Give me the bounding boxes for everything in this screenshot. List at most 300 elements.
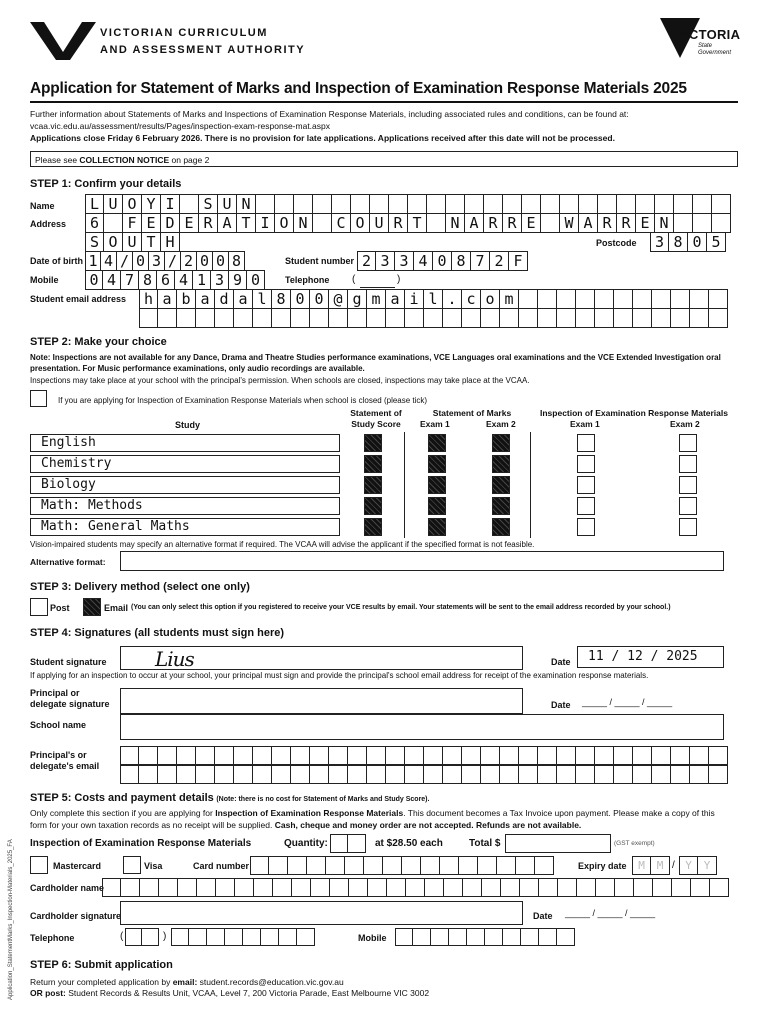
- char-box: [444, 878, 463, 897]
- address-line2-field[interactable]: [85, 232, 180, 252]
- insp-exam2-checkbox[interactable]: [679, 434, 697, 452]
- card-number-field[interactable]: [250, 856, 554, 875]
- cc-tel-paren-open: (: [120, 931, 124, 942]
- principal-date-label: Date: [551, 700, 571, 710]
- char-box: [693, 194, 712, 214]
- char-box: [291, 746, 310, 765]
- som-exam1-checkbox[interactable]: [428, 455, 446, 473]
- insp-exam2-checkbox[interactable]: [679, 518, 697, 536]
- char-box: R: [617, 213, 636, 233]
- char-box: [102, 878, 121, 897]
- collection-pre: Please see: [35, 155, 80, 165]
- char-box: [539, 928, 557, 946]
- victoria-logo-text: VICTORIA: [676, 27, 741, 42]
- principal-note: If applying for an inspection to occur at your school, your principal must sign and provide the principal's school email address for receipt of the examination response materials.: [30, 671, 649, 680]
- char-box: [709, 308, 728, 328]
- side-form-code: Application_StatementMarks_Inspection-Materials_2025_FA: [8, 839, 14, 1000]
- char-box: [329, 746, 348, 765]
- step5-heading-row: [30, 792, 429, 804]
- step5-note: (Note: there is no cost for Statement of Marks and Study Score).: [216, 796, 430, 803]
- char-box: [425, 878, 444, 897]
- som-exam2-checkbox[interactable]: [492, 476, 510, 494]
- char-box: [349, 878, 368, 897]
- char-box: N: [446, 213, 465, 233]
- char-box: [446, 194, 465, 214]
- study-score-checkbox[interactable]: [364, 476, 382, 494]
- name-label: Name: [30, 201, 55, 211]
- char-box: 3: [376, 251, 395, 271]
- intro-deadline: Applications close Friday 6 February 2026. There is no provision for late applications. Applications received after this date will not be processed.: [30, 133, 615, 143]
- char-box: [614, 308, 633, 328]
- char-box: U: [104, 194, 123, 214]
- total-field[interactable]: [505, 834, 611, 853]
- char-box: 0: [310, 289, 329, 309]
- char-box: 4: [175, 270, 193, 290]
- collection-link[interactable]: COLLECTION NOTICE: [79, 155, 170, 165]
- char-box: H: [161, 232, 180, 252]
- char-box: h: [139, 289, 158, 309]
- char-box: [307, 856, 326, 875]
- expiry-yy-1: Y: [679, 856, 698, 875]
- student-number-field[interactable]: [357, 251, 528, 271]
- char-box: [159, 878, 178, 897]
- char-box: 1: [85, 251, 101, 271]
- expiry-year-field[interactable]: [679, 856, 717, 875]
- char-box: 1: [193, 270, 211, 290]
- char-box: [368, 878, 387, 897]
- char-box: [177, 308, 196, 328]
- char-box: [291, 765, 310, 784]
- step6-heading: STEP 6: Submit application: [30, 959, 173, 971]
- intro-text: [30, 108, 740, 144]
- char-box: [690, 765, 709, 784]
- char-box: [177, 746, 196, 765]
- telephone-area-line[interactable]: [360, 287, 395, 288]
- char-box: [633, 289, 652, 309]
- char-box: [178, 878, 197, 897]
- char-box: [216, 878, 235, 897]
- student-signature-field[interactable]: [120, 646, 523, 670]
- col-som-exam2: Exam 2: [486, 419, 516, 429]
- char-box: [501, 878, 520, 897]
- char-box: [467, 928, 485, 946]
- char-box: [387, 878, 406, 897]
- char-box: 3: [395, 251, 414, 271]
- char-box: [294, 194, 313, 214]
- char-box: [709, 765, 728, 784]
- col-som-exam1: Exam 1: [420, 419, 450, 429]
- char-box: [538, 289, 557, 309]
- char-box: T: [237, 213, 256, 233]
- step6-l1-post[interactable]: student.records@education.vic.gov.au: [197, 977, 344, 987]
- principal-email-field-line2[interactable]: [120, 765, 728, 784]
- step2-note: Note: Inspections are not available for any Dance, Drama and Theatre Studies performance examinations, VCE Languages oral examinations and the VCE Extended Investigation oral presentation. For Music performance examinations, only audio recordings are available.: [30, 353, 721, 373]
- char-box: [254, 878, 273, 897]
- char-box: [671, 765, 690, 784]
- char-box: 4: [414, 251, 433, 271]
- study-score-checkbox[interactable]: [364, 455, 382, 473]
- victoria-logo-sub1: State: [698, 43, 713, 49]
- char-box: [332, 194, 351, 214]
- char-box: [120, 746, 139, 765]
- char-box: [142, 928, 159, 946]
- address-line1-field[interactable]: [85, 213, 731, 233]
- char-box: [636, 194, 655, 214]
- char-box: [516, 856, 535, 875]
- study-field[interactable]: English: [30, 434, 340, 452]
- char-box: [364, 856, 383, 875]
- char-box: [345, 856, 364, 875]
- col-divider-1: [404, 432, 405, 538]
- char-box: [652, 746, 671, 765]
- char-box: [595, 746, 614, 765]
- char-box: [329, 765, 348, 784]
- char-box: [484, 194, 503, 214]
- insp-exam1-checkbox[interactable]: [577, 434, 595, 452]
- principal-date-field[interactable]: _____ / _____ / _____: [582, 697, 673, 707]
- char-box: O: [123, 194, 142, 214]
- study-score-checkbox[interactable]: [364, 434, 382, 452]
- char-box: a: [234, 289, 253, 309]
- cc-mobile-field[interactable]: [395, 928, 575, 946]
- char-box: [634, 878, 653, 897]
- study-score-checkbox[interactable]: [364, 497, 382, 515]
- char-box: [652, 765, 671, 784]
- char-box: [674, 213, 693, 233]
- student-signature: Lius: [155, 647, 194, 671]
- price-label: at $28.50 each: [375, 838, 443, 849]
- char-box: [386, 765, 405, 784]
- char-box: [503, 928, 521, 946]
- char-box: b: [177, 289, 196, 309]
- school-closed-checkbox[interactable]: [30, 390, 47, 407]
- expiry-slash: /: [672, 860, 675, 871]
- step5-l1-bold: Inspection of Examination Response Materials: [215, 808, 404, 818]
- char-box: 0: [213, 251, 229, 271]
- principal-signature-field[interactable]: [120, 688, 523, 714]
- email-delivery-note: (You can only select this option if you registered to receive your VCE results by email. Your statements will be sent to the email address recorded by your school.): [131, 604, 671, 611]
- char-box: [395, 928, 413, 946]
- char-box: [712, 194, 731, 214]
- char-box: [389, 194, 408, 214]
- org-name-line1: VICTORIAN CURRICULUM: [100, 27, 268, 39]
- char-box: [633, 765, 652, 784]
- email-field[interactable]: [139, 289, 728, 309]
- char-box: [539, 878, 558, 897]
- post-label: Post: [50, 603, 70, 613]
- char-box: R: [484, 213, 503, 233]
- quantity-field[interactable]: [330, 834, 366, 853]
- cardholder-name-label: Cardholder name: [30, 883, 105, 893]
- char-box: U: [123, 232, 142, 252]
- email-delivery-checkbox[interactable]: [83, 598, 101, 616]
- insp-fee-label: Inspection of Examination Response Materials: [30, 838, 252, 849]
- student-date-field[interactable]: 11 / 12 / 2025: [577, 646, 724, 668]
- char-box: [121, 878, 140, 897]
- col-sos-1: Statement of: [350, 408, 402, 418]
- expiry-label: Expiry date: [578, 861, 627, 871]
- char-box: 8: [452, 251, 471, 271]
- char-box: 3: [211, 270, 229, 290]
- principal-label-1: Principal or: [30, 688, 80, 698]
- insp-exam1-checkbox[interactable]: [577, 455, 595, 473]
- char-box: [519, 746, 538, 765]
- char-box: [413, 928, 431, 946]
- char-box: S: [85, 232, 104, 252]
- char-box: [633, 746, 652, 765]
- collection-notice-box: [30, 151, 738, 167]
- char-box: a: [196, 289, 215, 309]
- som-exam1-checkbox[interactable]: [428, 518, 446, 536]
- char-box: [311, 878, 330, 897]
- study-field[interactable]: Chemistry: [30, 455, 340, 473]
- postcode-field[interactable]: [650, 232, 726, 252]
- char-box: [408, 194, 427, 214]
- char-box: 6: [85, 213, 104, 233]
- study-field[interactable]: Biology: [30, 476, 340, 494]
- char-box: E: [636, 213, 655, 233]
- char-box: a: [386, 289, 405, 309]
- char-box: [595, 765, 614, 784]
- title-divider: [30, 101, 738, 103]
- char-box: F: [123, 213, 142, 233]
- char-box: [633, 308, 652, 328]
- char-box: [538, 308, 557, 328]
- char-box: D: [161, 213, 180, 233]
- char-box: /: [117, 251, 133, 271]
- char-box: [652, 308, 671, 328]
- char-box: [215, 765, 234, 784]
- char-box: [424, 765, 443, 784]
- char-box: [462, 308, 481, 328]
- cc-telephone-area-field[interactable]: [125, 928, 159, 946]
- insp-exam1-checkbox[interactable]: [577, 497, 595, 515]
- char-box: [690, 289, 709, 309]
- char-box: [272, 308, 291, 328]
- char-box: W: [560, 213, 579, 233]
- char-box: [576, 308, 595, 328]
- char-box: [406, 878, 425, 897]
- char-box: [520, 878, 539, 897]
- name-field[interactable]: [85, 194, 731, 214]
- char-box: [614, 289, 633, 309]
- char-box: [253, 746, 272, 765]
- quantity-label: Quantity:: [284, 838, 328, 849]
- char-box: 0: [433, 251, 452, 271]
- char-box: [234, 765, 253, 784]
- char-box: [557, 308, 576, 328]
- step5-l2-pre: form for your own taxation records as no receipt will be supplied.: [30, 819, 275, 830]
- char-box: [177, 765, 196, 784]
- som-exam2-checkbox[interactable]: [492, 497, 510, 515]
- expiry-yy-2: Y: [698, 856, 717, 875]
- mastercard-checkbox[interactable]: [30, 856, 48, 874]
- char-box: [215, 308, 234, 328]
- insp-exam1-checkbox[interactable]: [577, 518, 595, 536]
- char-box: [234, 308, 253, 328]
- char-box: E: [180, 213, 199, 233]
- step5-l1-post: . This document becomes a Tax Invoice upon payment. Please make a copy of this: [403, 808, 715, 818]
- char-box: [348, 746, 367, 765]
- som-exam2-checkbox[interactable]: [492, 434, 510, 452]
- char-box: [595, 308, 614, 328]
- char-box: [256, 194, 275, 214]
- char-box: [579, 194, 598, 214]
- som-exam1-checkbox[interactable]: [428, 476, 446, 494]
- telephone-paren-open: (: [352, 274, 356, 285]
- char-box: [139, 308, 158, 328]
- char-box: [481, 308, 500, 328]
- char-box: [405, 765, 424, 784]
- som-exam2-checkbox[interactable]: [492, 518, 510, 536]
- char-box: [538, 746, 557, 765]
- step2-heading: STEP 2: Make your choice: [30, 336, 167, 348]
- step5-l1-pre: Only complete this section if you are applying for: [30, 808, 216, 818]
- char-box: a: [158, 289, 177, 309]
- cc-mobile-label: Mobile: [358, 933, 387, 943]
- post-checkbox[interactable]: [30, 598, 48, 616]
- char-box: [158, 308, 177, 328]
- char-box: 8: [229, 251, 245, 271]
- mobile-field[interactable]: [85, 270, 265, 290]
- step6-text: [30, 977, 429, 999]
- som-exam1-checkbox[interactable]: [428, 497, 446, 515]
- step6-l2-post: Student Records & Results Unit, VCAA, Level 7, 200 Victoria Parade, East Melbourne VIC 3002: [65, 988, 430, 998]
- email-label: Student email address: [30, 294, 127, 304]
- char-box: 4: [103, 270, 121, 290]
- char-box: [481, 765, 500, 784]
- study-score-checkbox[interactable]: [364, 518, 382, 536]
- col-inspection: Inspection of Examination Response Materials: [540, 408, 728, 418]
- char-box: N: [294, 213, 313, 233]
- char-box: [614, 765, 633, 784]
- step5-heading: STEP 5: Costs and payment details: [30, 792, 214, 804]
- char-box: [462, 765, 481, 784]
- cardholder-signature-field[interactable]: [120, 901, 523, 925]
- char-box: [348, 834, 366, 853]
- char-box: E: [142, 213, 161, 233]
- char-box: [443, 308, 462, 328]
- cc-telephone-label: Telephone: [30, 933, 75, 943]
- som-exam2-checkbox[interactable]: [492, 455, 510, 473]
- char-box: [292, 878, 311, 897]
- char-box: [120, 765, 139, 784]
- principal-email-field[interactable]: [120, 746, 728, 765]
- char-box: [497, 856, 516, 875]
- expiry-mm-1: M: [632, 856, 651, 875]
- som-exam1-checkbox[interactable]: [428, 434, 446, 452]
- char-box: 8: [272, 289, 291, 309]
- char-box: [674, 194, 693, 214]
- principal-email-label-2: delegate's email: [30, 761, 100, 771]
- char-box: R: [389, 213, 408, 233]
- char-box: [421, 856, 440, 875]
- char-box: [595, 289, 614, 309]
- char-box: [577, 878, 596, 897]
- insp-exam2-checkbox[interactable]: [679, 497, 697, 515]
- alt-format-input[interactable]: [120, 551, 724, 571]
- char-box: .: [443, 289, 462, 309]
- char-box: [386, 308, 405, 328]
- char-box: [370, 194, 389, 214]
- study-field[interactable]: Math: General Maths: [30, 518, 340, 536]
- char-box: O: [104, 232, 123, 252]
- char-box: [710, 878, 729, 897]
- cardholder-date-field[interactable]: _____ / _____ / _____: [565, 908, 656, 918]
- char-box: 2: [357, 251, 376, 271]
- char-box: [598, 194, 617, 214]
- char-box: [386, 746, 405, 765]
- char-box: [171, 928, 189, 946]
- char-box: [560, 194, 579, 214]
- char-box: [503, 194, 522, 214]
- char-box: [253, 765, 272, 784]
- char-box: [481, 746, 500, 765]
- char-box: [557, 765, 576, 784]
- char-box: T: [408, 213, 427, 233]
- char-box: [253, 308, 272, 328]
- step5-l2-bold: Cash, cheque and money order are not accepted. Refunds are not available.: [274, 819, 582, 830]
- char-box: [443, 746, 462, 765]
- dob-field[interactable]: [85, 251, 245, 271]
- char-box: [402, 856, 421, 875]
- cardholder-name-field[interactable]: [102, 878, 729, 897]
- col-study: Study: [175, 420, 201, 430]
- insp-exam1-checkbox[interactable]: [577, 476, 595, 494]
- char-box: [310, 308, 329, 328]
- insp-exam2-checkbox[interactable]: [679, 455, 697, 473]
- total-label: Total $: [469, 838, 501, 849]
- char-box: [440, 856, 459, 875]
- char-box: A: [218, 213, 237, 233]
- char-box: [330, 878, 349, 897]
- char-box: 0: [247, 270, 265, 290]
- study-field[interactable]: Math: Methods: [30, 497, 340, 515]
- char-box: [459, 856, 478, 875]
- char-box: [139, 746, 158, 765]
- telephone-label: Telephone: [285, 275, 330, 285]
- insp-exam2-checkbox[interactable]: [679, 476, 697, 494]
- char-box: /: [165, 251, 181, 271]
- visa-checkbox[interactable]: [123, 856, 141, 874]
- char-box: [189, 928, 207, 946]
- char-box: [614, 746, 633, 765]
- char-box: [431, 928, 449, 946]
- char-box: 9: [229, 270, 247, 290]
- char-box: m: [500, 289, 519, 309]
- char-box: [273, 878, 292, 897]
- char-box: [225, 928, 243, 946]
- cc-telephone-field[interactable]: [171, 928, 315, 946]
- school-name-label: School name: [30, 720, 87, 730]
- expiry-month-field[interactable]: [632, 856, 670, 875]
- char-box: [519, 308, 538, 328]
- alt-format-label: Alternative format:: [30, 557, 106, 567]
- char-box: N: [237, 194, 256, 214]
- char-box: [671, 308, 690, 328]
- char-box: [158, 765, 177, 784]
- char-box: L: [85, 194, 104, 214]
- dob-label: Date of birth: [30, 256, 83, 266]
- org-name-line2: AND ASSESSMENT AUTHORITY: [100, 44, 306, 56]
- school-name-field[interactable]: [120, 714, 724, 740]
- char-box: I: [256, 213, 275, 233]
- char-box: [291, 308, 310, 328]
- char-box: [485, 928, 503, 946]
- char-box: [424, 746, 443, 765]
- email-field-line2[interactable]: [139, 308, 728, 328]
- char-box: [297, 928, 315, 946]
